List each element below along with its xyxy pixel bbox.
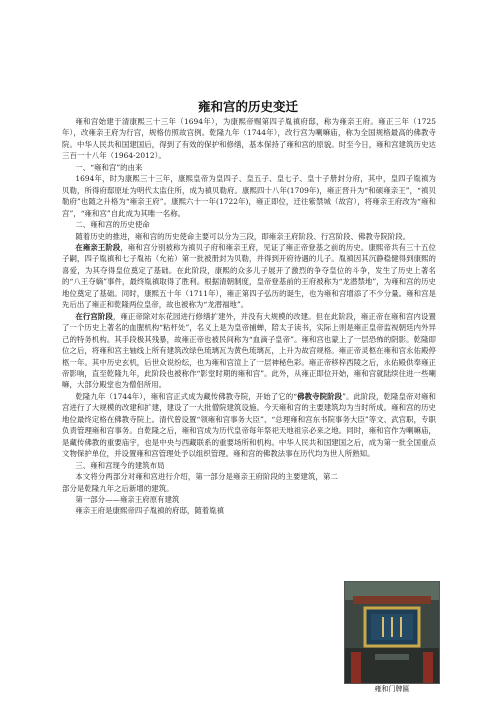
stage3-text: ”。此阶段，乾隆皇帝对雍和宫进行了大规模的改建和扩建，建设了一大批僧院建筑设施。今天雍和宫的主要建筑均为当时所成。雍和宫的历史地位最终定格在佛教寺院上。清代曾设置“领雍和宫事务大臣”、“总理雍和宫东书院事务大臣”等文、武官职，专职负责管理雍和宫事务。自乾隆之后，雍和宫成为历代皇帝每年祭祀天地祖宗必来之地。同时，雍和宫作为喇嘛庙，是藏传佛教的重要庙宇，也是中央与西藏联系的重要场所和机构。中华人民共和国建国之后，成为第一批全国重点文物保护单位，并设置雍和宫管理处予以组织管理。雍和宫的佛教法事在历代均为世人所熟知。 <box>62 391 436 459</box>
gate-plaque-photo <box>344 581 440 684</box>
page-title: 雍和宫的历史变迁 <box>197 99 298 114</box>
stage2-text: ，雍正帝除对东花园进行修缮扩建外，并没有大规模的改建。但在此阶段，雍正帝在雍和宫内设置了一个历史上著名的血腥机构“粘杆处”，名义上是为皇帝捕蝉，陪太子读书，实际上则是雍正皇帝监视朝廷内外异己的特务机构。其手段极其残暴，故雍正帝也被民间称为“血滴子皇帝”。雍和宫也蒙上了一层恐怖的阴影。乾隆即位之后，将雍和宫主轴线上所有建筑改绿色琉璃瓦为黄色琉璃瓦，上升为故宫规格。雍正帝灵柩在雍和宫永佑殿停柩一年。其中历史玄机，后世众说纷纭，也为雍和宫渲上了一层神秘色彩。雍正帝移梓西陵之后，永佑殿供奉雍正帝影响，直至乾隆九年，此阶段也被称作“影堂时期的雍和宫”。此外，从雍正即位开始，雍和宫就陆续住进一些喇嘛，大部分殿堂也为僧侣所用。 <box>62 311 436 390</box>
stage3-label: 佛教寺院阶段 <box>297 391 343 401</box>
section1-heading: 一、“雍和宫”的由来 <box>75 162 143 172</box>
section3-paragraph: 本文将分两部分对雍和宫进行介绍，第一部分是雍亲王府阶段的主要建筑，第二部分是乾隆九年之后新增的建筑。 <box>62 472 338 493</box>
section3-heading: 三、雍和宫现今的建筑布局 <box>75 460 165 470</box>
stage1-paragraph <box>62 242 436 311</box>
stage1-text: ，雍和宫分别被称为禛贝子府和雍亲王府，见证了雍正帝登基之前的历史。康熙帝共有三十五位子嗣，四子胤禛和七子胤祐（允祐）第一批被册封为贝勒，并得到开府待遇的儿子。胤禛因其沉静稳健得到康熙的喜爱，为其夺得皇位奠定了基础。在此阶段，康熙的众多儿子展开了激烈的争夺皇位的斗争，发生了历史上著名的“八王夺嫡”事件，最终胤禛取得了胜利。根据清朝制度，皇帝登基前的王府被称为“龙潜禁地”，为雍和宫的历史地位奠定了基础。同时，康熙五十年（1711年），雍正第四子弘历的诞生，也为雍和宫增添了不少分量。雍和宫是先后出了雍正和乾隆两位皇帝，故也被称为“龙潜福地”。 <box>62 242 436 310</box>
section2-heading: 二、雍和宫的历史使命 <box>75 220 150 230</box>
stage1-label: 在雍亲王阶段 <box>75 242 121 252</box>
stage3-paragraph <box>62 391 436 460</box>
part1-paragraph: 雍亲王府是康熙帝四子胤禛的府邸，随着胤禛 <box>75 506 225 516</box>
stage2-label: 在行宫阶段 <box>75 311 113 321</box>
gate-plaque-image <box>345 582 439 683</box>
article-body <box>62 116 436 517</box>
stage2-paragraph <box>62 311 436 391</box>
part1-heading: 第一部分——雍亲王府原有建筑 <box>75 494 180 504</box>
stage3-pre: 乾隆九年（1744年），雍和宫正式成为藏传佛教寺院，开始了它的“ <box>75 391 298 401</box>
photo-caption: 雍和门牌匾 <box>374 685 410 693</box>
section2-intro-paragraph: 随着历史的推进，雍和宫的历史使命主要可以分为三段，即雍亲王府阶段、行宫阶段、佛教寺院阶段。 <box>75 231 411 241</box>
section1-paragraph: 1694年，时为康熙三十三年，康熙皇帝为皇四子、皇五子、皇七子、皇十子册封分府，其中，皇四子胤禛为贝勒，所得府邸原址为明代太监住所，成为禛贝勒府。康熙四十八年(1709年)，雍正晋升为“和硕雍亲王”，“禛贝勒府”也随之升格为“雍亲王府”。康熙六十一年(1722年)，雍正即位，迁往紫禁城（故宫），将雍亲王府改为“雍和宫”，“雍和宫”自此成为其唯一名称。 <box>62 174 436 218</box>
intro-paragraph: 雍和宫始建于清康熙三十三年（1694年），为康熙帝赐第四子胤禛府邸，称为雍亲王府。雍正三年（1725年），改雍亲王府为行宫，规格仿照故宫例。乾隆九年（1744年），改行宫为喇嘛庙，称为全国规格最高的佛教寺院。中华人民共和国建国后，得到了有效的保护和修缮，基本保持了雍和宫的原貌。时至今日，雍和宫建筑历史达三百一十八年（1964-2012）。 <box>62 117 436 161</box>
